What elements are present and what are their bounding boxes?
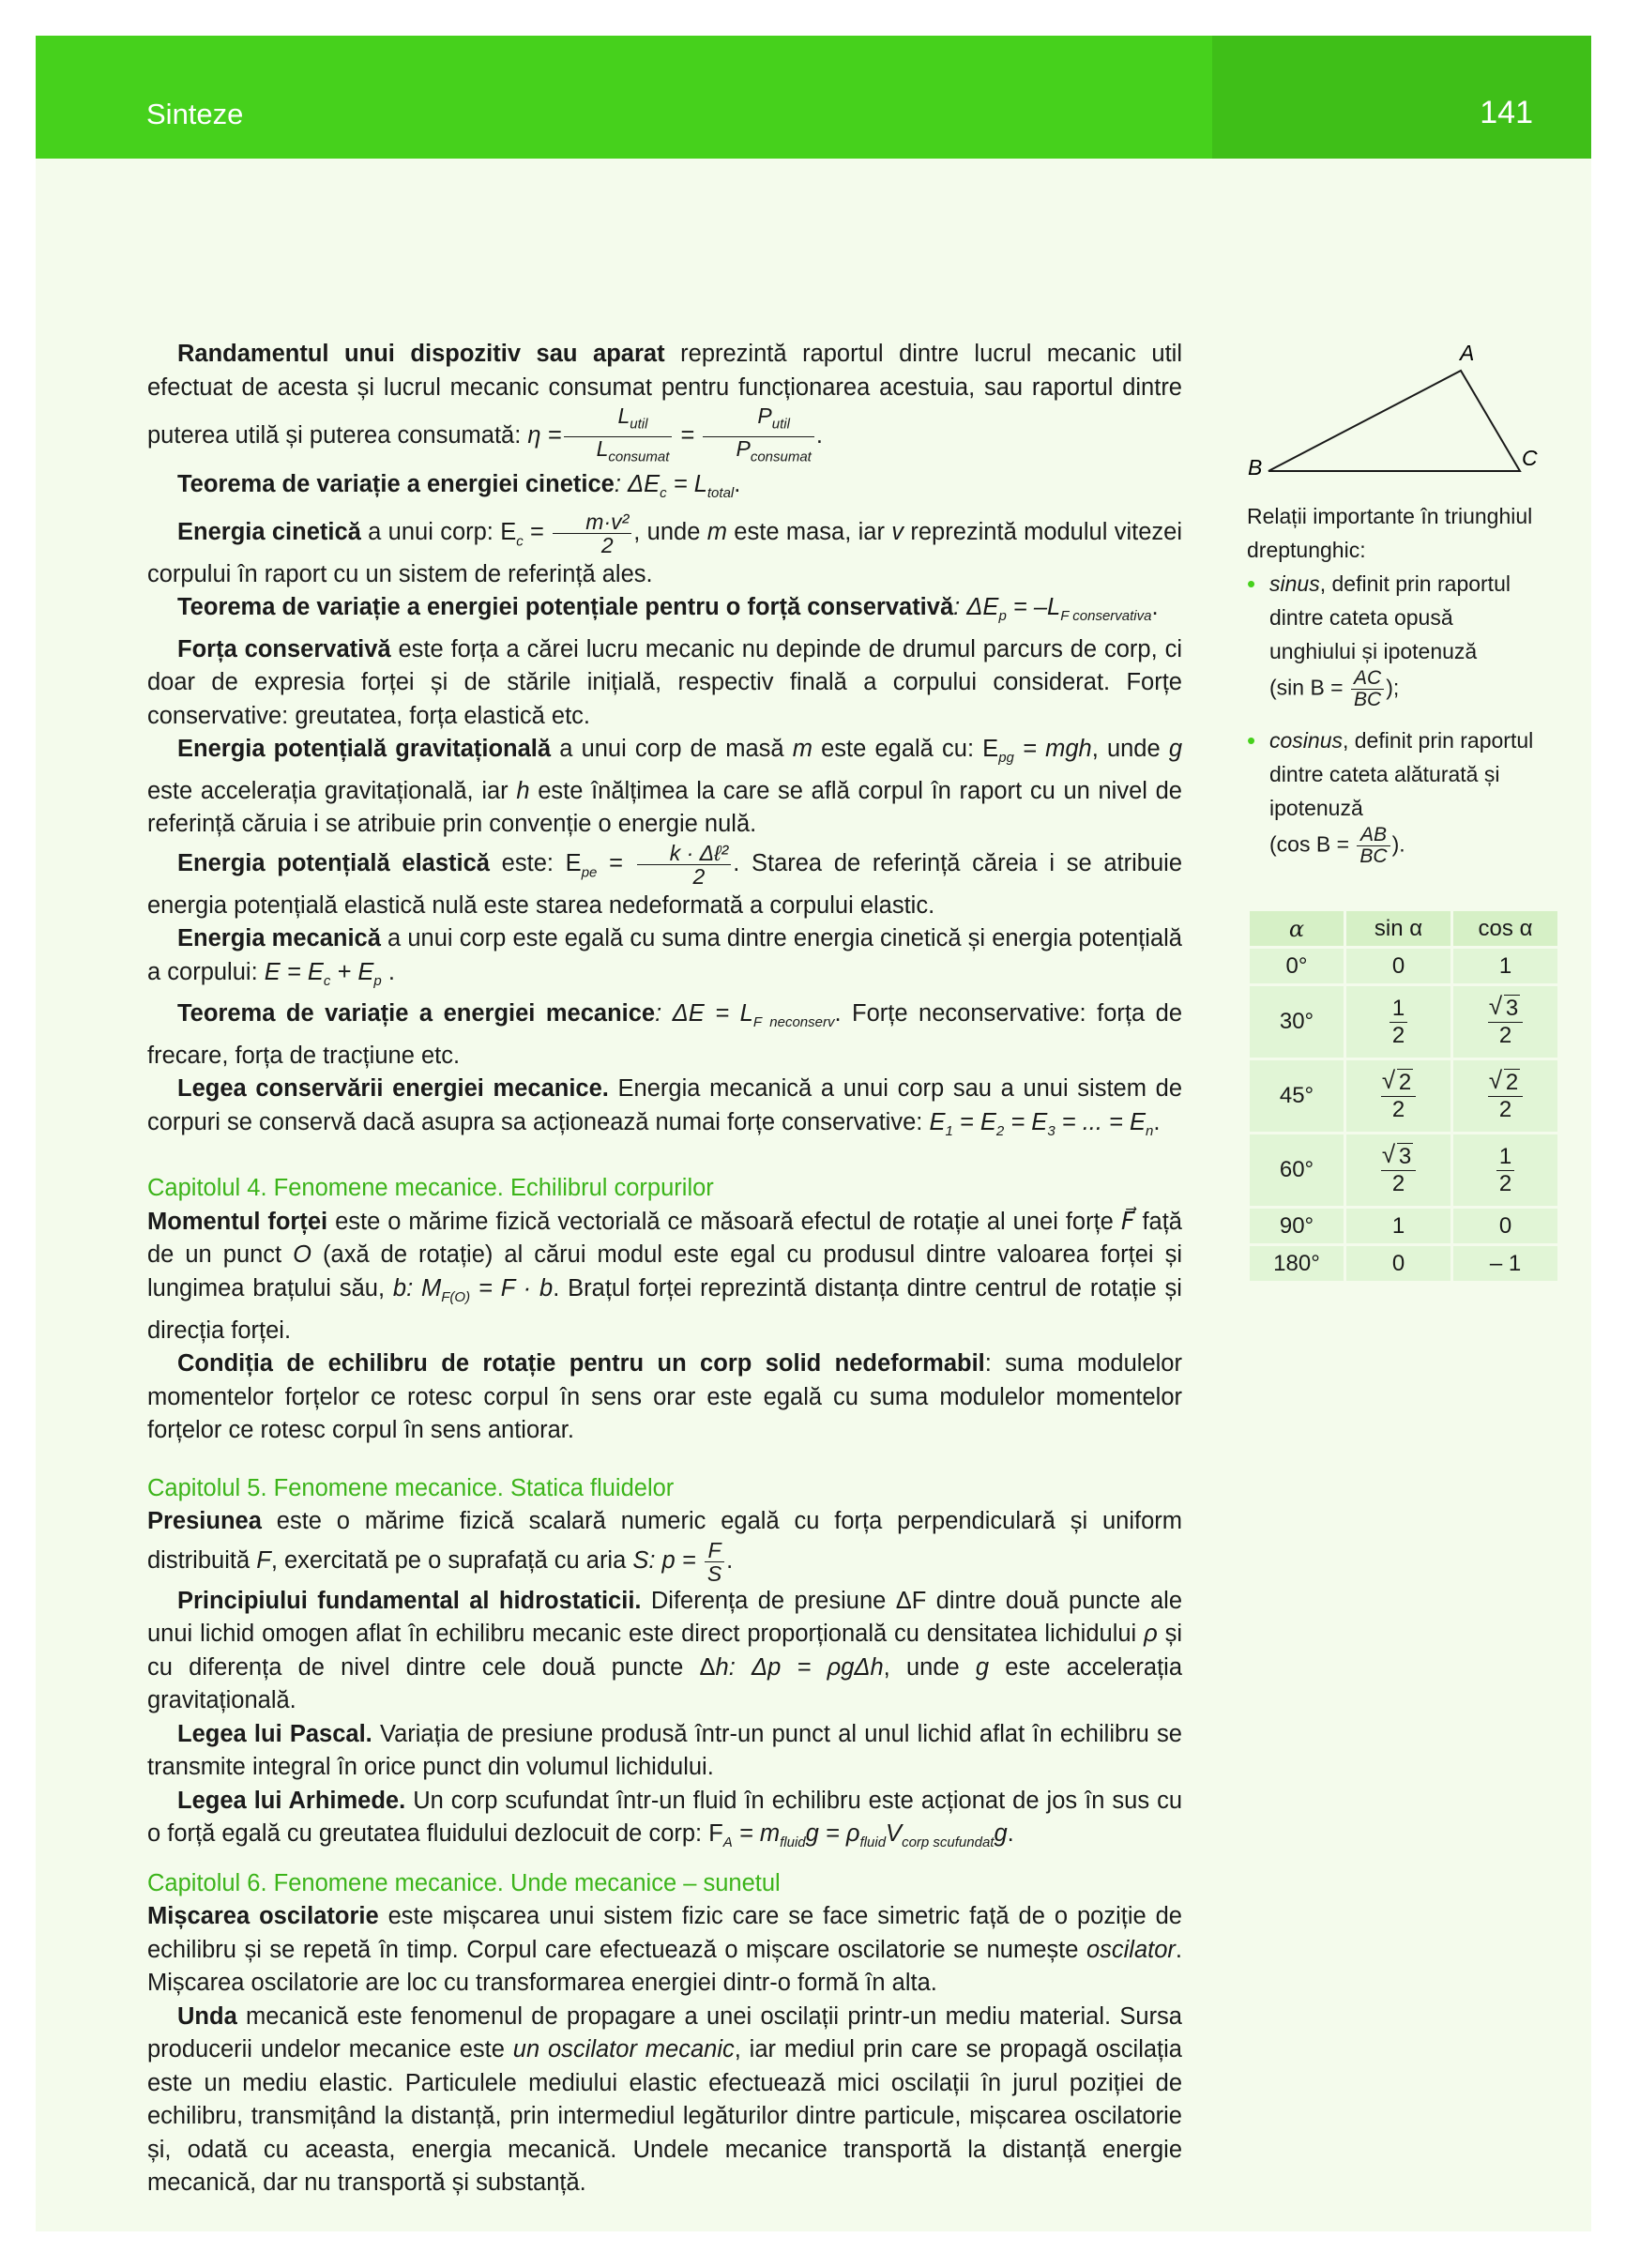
text: Un corp scufundat într-un fluid în echilibru este acționat de jos în sus cu o forță egală cu greutatea fluidului dezlocuit de corp: F xyxy=(147,1787,1183,1847)
radicand: 2 xyxy=(1505,1069,1519,1095)
subscript: F(O) xyxy=(441,1289,471,1305)
chapter-heading-5: Capitolul 5. Fenomene mecanice. Statica fluidelor xyxy=(147,1474,675,1501)
text: (axă de rotație) al cărui modul este egal cu produsul dintre valoarea forței și lungimea brațului său, xyxy=(147,1241,1182,1301)
text: este: E xyxy=(489,850,582,877)
term: Forța conservativă xyxy=(177,635,391,662)
denominator: 2 xyxy=(1498,1096,1512,1122)
denominator: 2 xyxy=(692,863,706,889)
table-cell: 60° xyxy=(1250,1134,1344,1206)
term-italic: cosinus xyxy=(1269,728,1343,753)
text: este mișcarea unui sistem fizic care se face simetric față de o poziție de echilibru și se repetă în timp. Corpul care efectuează o mișcare oscilatorie se numește xyxy=(147,1903,1182,1963)
text: ). xyxy=(1391,831,1405,857)
table-cell xyxy=(1346,1134,1450,1206)
fraction xyxy=(1357,825,1390,867)
symbol: F⃗ xyxy=(1120,1208,1135,1235)
text: . xyxy=(1153,1108,1161,1135)
term: Teorema de variație a energiei cinetice xyxy=(177,471,615,498)
numerator: k · Δℓ² xyxy=(637,842,731,865)
column-header: α xyxy=(1250,911,1344,946)
text: Variația de presiune produsă într-un punct al unul lichid aflat în echilibru se transmite integral în orice punct din volumul lichidului. xyxy=(147,1720,1182,1780)
formula: = m xyxy=(732,1820,781,1847)
text: este accelerația gravitațională, iar xyxy=(147,777,517,804)
paragraph-pascal xyxy=(147,1718,1182,1785)
text: = xyxy=(523,519,552,546)
table-cell: 0 xyxy=(1346,949,1450,983)
radicand: 2 xyxy=(1398,1069,1412,1095)
sqrt xyxy=(1491,996,1520,1021)
fraction xyxy=(1381,1070,1416,1123)
denominator: 2 xyxy=(1391,1022,1405,1048)
sqrt xyxy=(1384,1070,1413,1095)
symbol: g xyxy=(975,1653,990,1681)
table-cell: 1 xyxy=(1453,949,1557,983)
page-number: 141 xyxy=(1480,95,1533,130)
text: , definit prin raportul dintre cateta alăturată și ipotenuză xyxy=(1269,728,1534,820)
sidebar-intro: Relații importante în triunghiul dreptunghic: xyxy=(1247,504,1533,562)
symbol: O xyxy=(293,1241,311,1269)
text: a unui corp de masă xyxy=(551,736,793,763)
text: . xyxy=(1151,594,1159,621)
right-triangle-diagram xyxy=(1240,340,1541,480)
sidebar-item-cosinus xyxy=(1247,723,1538,867)
fraction xyxy=(1351,668,1384,710)
formula: : ΔE xyxy=(614,471,661,498)
paragraph-forta-conservativa xyxy=(147,633,1182,734)
subscript: F conservativa xyxy=(1060,608,1152,625)
term: Principiului fundamental al hidrostaticii. xyxy=(177,1587,642,1614)
symbol: S xyxy=(632,1546,649,1574)
term: Condiția de echilibru de rotație pentru un corp solid nedeformabil xyxy=(177,1350,985,1377)
table-cell: 90° xyxy=(1250,1209,1344,1243)
formula: E = E xyxy=(264,958,324,985)
term: Randamentul unui dispozitiv sau aparat xyxy=(177,341,665,367)
subscript: c xyxy=(660,485,667,502)
formula: : ΔE xyxy=(953,594,999,621)
vertex-label-a: A xyxy=(1460,341,1475,365)
denominator: BC xyxy=(1354,689,1382,710)
text: este înălțimea la care se află corpul în raport cu un nivel de referință căruia i se atribuie prin convenție o energie nulă. xyxy=(147,777,1182,838)
subscript: pg xyxy=(998,750,1014,767)
table-cell: 1 xyxy=(1346,1209,1450,1243)
denominator: 2 xyxy=(1498,1170,1512,1196)
term: Energia potențială gravitațională xyxy=(177,736,552,763)
table-cell xyxy=(1346,986,1450,1058)
term: Energia potențială elastică xyxy=(177,850,490,877)
symbol: ρ xyxy=(1144,1621,1158,1647)
formula: = L xyxy=(666,471,707,498)
table-row xyxy=(1250,1060,1557,1132)
fraction xyxy=(1496,1144,1514,1197)
text: . Mișcarea oscilatorie are loc cu transformarea energiei dintr-o formă în alta. xyxy=(147,1936,1182,1997)
table-cell: 45° xyxy=(1250,1060,1344,1132)
chapter-heading-6: Capitolul 6. Fenomene mecanice. Unde mecanice – sunetul xyxy=(147,1869,781,1896)
table-cell: 0 xyxy=(1453,1209,1557,1243)
formula: g xyxy=(994,1820,1008,1847)
text: mecanică este fenomenul de propagare a unei oscilații printr-un mediu material. Sursa producerii undelor mecanice este xyxy=(147,2002,1182,2063)
paragraph-echilibru-rotatie xyxy=(147,1347,1182,1448)
paragraph-unda xyxy=(147,2001,1182,2200)
column-header: sin α xyxy=(1346,911,1450,946)
table-cell: 180° xyxy=(1250,1246,1344,1281)
vertex-label-b: B xyxy=(1248,455,1263,479)
formula: = E xyxy=(1004,1108,1048,1135)
subscript: total xyxy=(706,485,735,502)
formula: = E xyxy=(952,1108,996,1135)
text: = xyxy=(597,850,635,877)
subscript: 2 xyxy=(995,1122,1005,1139)
table-cell xyxy=(1346,1060,1450,1132)
formula: : ΔE = L xyxy=(655,1000,753,1027)
term: Unda xyxy=(177,2002,237,2030)
fraction xyxy=(1390,996,1407,1049)
formula: = ... = E xyxy=(1055,1108,1147,1135)
sidebar-notes xyxy=(1247,499,1538,867)
radicand: 3 xyxy=(1505,995,1519,1021)
table-row xyxy=(1250,1134,1557,1206)
text: . xyxy=(734,471,741,498)
fraction xyxy=(553,510,631,556)
sidebar-item-sinus xyxy=(1247,567,1538,710)
table-row xyxy=(1250,1246,1557,1281)
symbol: h xyxy=(715,1653,729,1681)
term: Teorema de variație a energiei mecanice xyxy=(177,1000,656,1027)
chapter-heading-4: Capitolul 4. Fenomene mecanice. Echilibrul corpurilor xyxy=(147,1175,714,1202)
fraction xyxy=(705,1539,724,1585)
table-cell: 0° xyxy=(1250,949,1344,983)
triangle-shape xyxy=(1268,371,1520,471)
table-cell xyxy=(1453,1134,1557,1206)
table-header-row xyxy=(1250,911,1557,946)
radicand: 3 xyxy=(1398,1143,1412,1169)
numerator: AC xyxy=(1351,668,1384,690)
fraction xyxy=(703,404,813,468)
table-cell xyxy=(1453,986,1557,1058)
text: P xyxy=(757,403,772,428)
denominator: S xyxy=(706,1560,722,1586)
text: a unui corp este egală cu suma dintre energia cinetică și energia potențială a corpului: xyxy=(147,925,1182,985)
paragraph-teorema-cinetica xyxy=(147,468,1182,510)
header-number-block xyxy=(1212,36,1591,159)
paragraph-energia-elastica xyxy=(147,842,1182,922)
term: Energia mecanică xyxy=(177,925,381,952)
text: este masa, iar xyxy=(726,519,892,546)
text: , definit prin raportul dintre cateta opusă unghiului și ipotenuză xyxy=(1269,571,1511,663)
formula: g = ρ xyxy=(805,1820,860,1847)
paragraph-randament xyxy=(147,338,1182,468)
numerator: 1 xyxy=(1390,996,1407,1023)
denominator: BC xyxy=(1359,845,1388,867)
formula: : Δp = ρgΔh xyxy=(728,1653,884,1681)
paragraph-energia-gravitationala xyxy=(147,733,1182,842)
table-cell: 30° xyxy=(1250,986,1344,1058)
formula: : M xyxy=(406,1274,442,1301)
subscript: consumat xyxy=(750,449,812,465)
paragraph-miscarea-oscilatorie xyxy=(147,1900,1182,2001)
text: P xyxy=(736,435,751,461)
term: Teorema de variație a energiei potențiale pentru o forță conservativă xyxy=(177,594,954,621)
text: . xyxy=(381,958,395,985)
table-row xyxy=(1250,986,1557,1058)
term: Legea lui Pascal. xyxy=(177,1720,372,1747)
text: a unui corp: E xyxy=(360,519,517,546)
fraction xyxy=(564,404,673,468)
numerator: AB xyxy=(1357,825,1390,846)
fraction xyxy=(1488,996,1523,1049)
text: este o mărime fizică vectorială ce măsoară efectul de rotație al unei forțe xyxy=(327,1208,1121,1235)
formula: = –L xyxy=(1006,594,1061,621)
symbol: g xyxy=(1168,736,1183,763)
vertex-label-c: C xyxy=(1522,446,1538,470)
text: , unde xyxy=(883,1653,976,1681)
term-italic: un oscilator mecanic xyxy=(512,2036,735,2063)
paragraph-teorema-mecanica xyxy=(147,997,1182,1073)
formula: + E xyxy=(330,958,374,985)
text: este o mărime fizică scalară numeric egală cu forța perpendiculară și uniform distribuită xyxy=(147,1508,1182,1574)
subscript: corp scufundat xyxy=(902,1834,995,1851)
subscript: A xyxy=(722,1834,733,1851)
term-italic: sinus xyxy=(1269,571,1320,596)
formula: = F · b xyxy=(470,1274,554,1301)
paragraph-presiunea xyxy=(147,1505,1182,1585)
subscript: consumat xyxy=(608,449,670,465)
table-cell xyxy=(1453,1060,1557,1132)
formula: V xyxy=(886,1820,903,1847)
fraction xyxy=(1488,1070,1523,1123)
table-row xyxy=(1250,949,1557,983)
text: . Forțe neconservative: forța de frecare, forța de tracțiune etc. xyxy=(147,1000,1182,1069)
term: Momentul forței xyxy=(147,1208,328,1235)
term: Mișcarea oscilatorie xyxy=(147,1903,379,1930)
subscript: util xyxy=(771,416,790,433)
symbol: m xyxy=(706,519,727,546)
subscript: fluid xyxy=(859,1834,887,1851)
paragraph-energia-cinetica xyxy=(147,510,1182,591)
text: este forța a cărei lucru mecanic nu depinde de drumul parcurs de corp, ci doar de expresia forței și de stările inițială, respectiv finală a corpului considerat. Forțe conservative: greutatea, forța elastică etc. xyxy=(147,635,1182,729)
formula: = mgh xyxy=(1013,736,1092,763)
formula: E xyxy=(929,1108,946,1135)
text: = xyxy=(674,421,702,449)
formula: : p = xyxy=(648,1546,703,1574)
text: : suma modulelor momentelor forțelor ce rotesc corpul în sens orar este egală cu suma modulelor momentelor forțelor ce rotesc corpul în sens antiorar. xyxy=(147,1350,1182,1443)
text: L xyxy=(596,435,609,461)
text: reprezintă raportul dintre lucrul mecanic util efectuat de acesta și lucrul mecanic consumat pentru funcționarea acestuia, sau raportul dintre puterea utilă și puterea consumată: xyxy=(147,341,1182,449)
subscript: c xyxy=(323,972,331,989)
term: Energia cinetică xyxy=(177,519,361,546)
text: . xyxy=(815,421,823,449)
sqrt xyxy=(1491,1070,1520,1095)
subscript: n xyxy=(1146,1122,1154,1139)
subscript: 1 xyxy=(945,1122,953,1139)
denominator: 2 xyxy=(1391,1170,1405,1196)
paragraph-conservare xyxy=(147,1073,1182,1148)
paragraph-momentul-fortei xyxy=(147,1206,1182,1347)
text: Energia mecanică a unui corp sau a unui sistem de corpuri se conservă dacă asupra sa acționează numai forțe conservative: xyxy=(147,1075,1183,1135)
paragraph-hidrostatica xyxy=(147,1585,1182,1718)
symbol: m xyxy=(792,736,812,763)
sqrt xyxy=(1384,1144,1413,1169)
numerator: m·v² xyxy=(553,510,631,534)
fraction xyxy=(637,842,731,888)
denominator: 2 xyxy=(1498,1022,1512,1048)
table-cell: – 1 xyxy=(1453,1246,1557,1281)
formula: η = xyxy=(527,421,562,449)
text: reprezintă modulul vitezei corpului în raport cu un sistem de referință ales. xyxy=(147,519,1182,587)
running-head: Sinteze xyxy=(146,98,244,130)
paragraph-energia-mecanica xyxy=(147,922,1182,997)
column-header: cos α xyxy=(1453,911,1557,946)
symbol: v xyxy=(891,519,904,546)
text: L xyxy=(617,403,630,428)
term: Legea conservării energiei mecanice. xyxy=(177,1075,609,1103)
text: este accelerația gravitațională. xyxy=(147,1653,1183,1713)
text: , exercitată pe o suprafață cu aria xyxy=(270,1546,633,1574)
fraction xyxy=(1381,1144,1416,1197)
main-text xyxy=(147,338,1182,2200)
subscript: fluid xyxy=(780,1834,806,1851)
sidebar-list xyxy=(1247,567,1538,867)
numerator: F xyxy=(705,1539,724,1562)
text: . Brațul forței reprezintă distanța dintre centrul de rotație și direcția forței. xyxy=(147,1274,1182,1344)
subscript: p xyxy=(998,608,1007,625)
text: . Starea de referință căreia i se atribuie energia potențială elastică nulă este starea nedeformată a corpului elastic. xyxy=(147,850,1183,919)
numerator: 1 xyxy=(1496,1144,1514,1171)
subscript: c xyxy=(516,533,524,550)
denominator: 2 xyxy=(1391,1096,1405,1122)
subscript: util xyxy=(630,416,648,433)
text: . xyxy=(726,1546,734,1574)
text: , unde xyxy=(1091,736,1169,763)
term-italic: oscilator xyxy=(1086,1936,1176,1963)
text: (cos B = xyxy=(1269,831,1356,857)
subscript: pe xyxy=(581,864,598,881)
table-row xyxy=(1250,1209,1557,1243)
text: Diferența de presiune ΔF dintre două puncte ale unui lichid omogen aflat în echilibru mecanic este direct proporțională cu densitatea lichidului xyxy=(147,1587,1183,1647)
text: și cu diferența de nivel dintre cele două puncte Δ xyxy=(147,1621,1182,1681)
text: este egală cu: E xyxy=(812,736,999,763)
term: Legea lui Arhimede. xyxy=(177,1787,406,1814)
paragraph-arhimede xyxy=(147,1785,1182,1860)
subscript: p xyxy=(373,972,382,989)
denominator: 2 xyxy=(600,532,614,557)
subscript: F neconserv xyxy=(752,1014,835,1031)
text: față de un punct xyxy=(147,1208,1182,1269)
trig-values-table xyxy=(1247,908,1560,1284)
text: . xyxy=(1007,1820,1014,1847)
symbol: h xyxy=(516,777,530,804)
page-header xyxy=(36,36,1591,159)
subscript: 3 xyxy=(1047,1122,1055,1139)
text: , unde xyxy=(633,519,707,546)
symbol: b xyxy=(392,1274,407,1301)
text: (sin B = xyxy=(1269,675,1350,700)
text: ); xyxy=(1386,675,1400,700)
text: , iar mediul prin care se propagă oscilația este un mediu elastic. Particulele mediului elastic efectuează mici oscilații în jurul poziției de echilibru, transmițând la distanță, prin intermediul legăturilor dintre particule, mișcarea oscilatorie și, odată cu aceasta, energia mecanică. Undele mecanice transportă la distanță energie mecanică, dar nu transportă și substanță. xyxy=(147,2036,1182,2197)
term: Presiunea xyxy=(147,1508,262,1534)
symbol: F xyxy=(256,1546,271,1574)
paragraph-teorema-potentiala xyxy=(147,591,1182,633)
table-cell: 0 xyxy=(1346,1246,1450,1281)
